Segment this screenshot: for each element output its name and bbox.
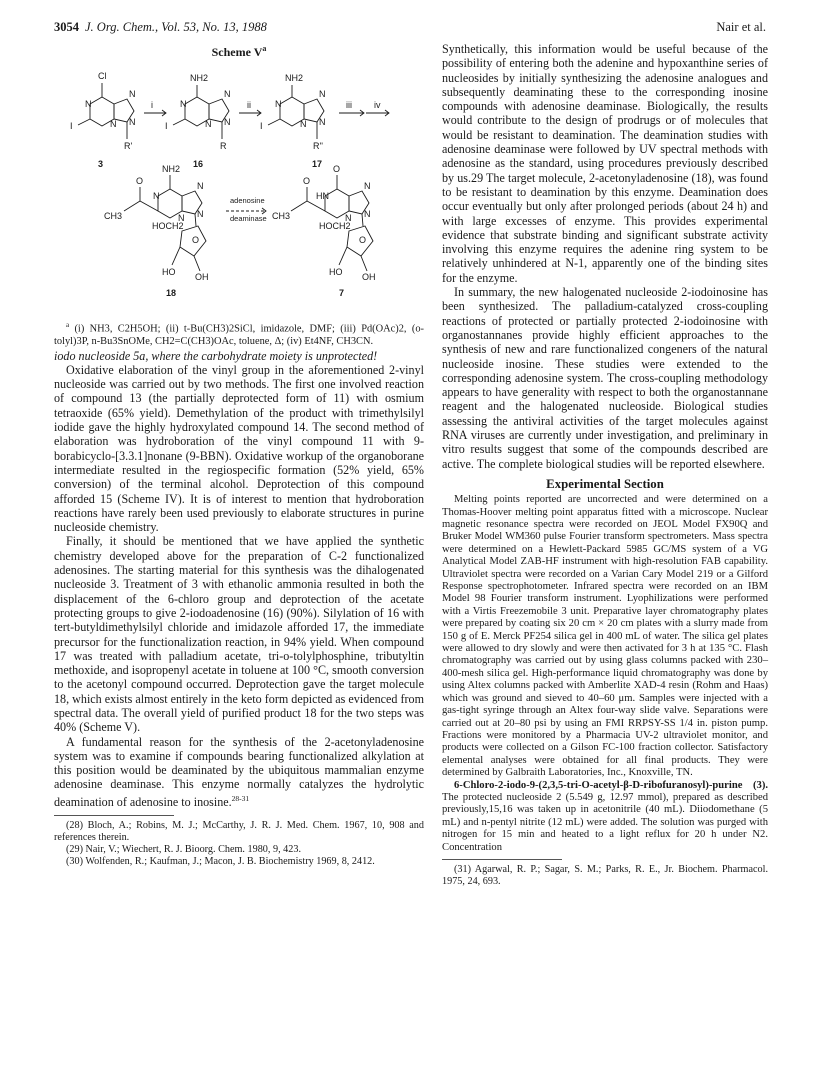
svg-text:N: N [129,117,136,128]
svg-text:R: R [220,141,227,152]
left-column [54,42,424,868]
svg-text:I: I [70,121,73,132]
svg-text:N: N [275,99,282,110]
compound-3-procedure: 6-Chloro-2-iodo-9-(2,3,5-tri-O-acetyl-β-D-ribofuranosyl)-purine (3). The protected nucleoside 2 (5.549 g, 12.97 mmol), prepared as described previously,15,16 was taken up in acetonitrile (40 mL). Diiodomethane (5 mL) and n-pentyl nitrite (12 mL) were added. The solution was purged with nitrogen for 15 min and heated to a light reflux for 20 h under N2. Concentration [442,779,768,853]
svg-text:N: N [205,119,212,130]
footnote-29: (29) Nair, V.; Wiechert, R. J. Bioorg. Chem. 1980, 9, 423. [66,844,301,856]
scheme-caption: $^a$ (i) NH3, C2H5OH; (ii) t-Bu(CH3)2SiCl, imidazole, DMF; (iii) Pd(OAc)2, (o-tolyl)3P, n-Bu3SnOMe, CH2=C(CH3)OAc, toluene, Δ; (iv) Et4NF, CH3CN. [54,321,424,348]
left-paragraph-1: Oxidative elaboration of the vinyl group in the aforementioned 2-vinyl nucleoside was carried out by two methods. The first one involved reaction of compound 13 (the partially deprotected form of 11) with osmium tetraoxide (65% yield). Demethylation of the product with trimethylsilyl iodide gave the highly hydroxylated compound 14. The second method of elaboration was hydroboration of the vinyl compound 11 with 9-borabicyclo-[3.3.1]nonane (9-BBN). Oxidative workup of the organoborane intermediate resulted in the regiospecific formation (52% yield, 65% conversion) of the terminal alcohol. Deprotection of this compound afforded 15 (Scheme IV). It is of interest to mention that hydroboration reactions have rarely been used previously to elaborate structures in purine nucleoside chemistry. [54,362,424,535]
svg-text:N: N [300,119,307,130]
svg-text:N: N [364,181,371,192]
compound-7-label: 7 [339,288,345,299]
svg-text:N: N [319,117,326,128]
svg-text:N: N [197,181,204,192]
svg-text:CH3: CH3 [272,211,291,222]
experimental-heading: Experimental Section [546,476,664,491]
svg-text:N: N [85,99,92,110]
right-paragraph-0: Synthetically, this information would be useful because of the possibility of entering both the adenine and hypoxanthine series of nucleosides by initially synthesizing the adenosine analogues and subsequently deaminating these to the corresponding inosine compounds with adenosine deaminase. Biologically, the results would contribute to the design of prodrugs or of molecules that would be resistant to deamination. The deamination studies with adenosine deaminase were followed by UV spectral methods with adenosine as the standard, using procedures previously described by us.29 The target molecule, 2-acetonyladenosine (18), was found to be resistant to deamination by this enzyme. Deamination does occur eventually but only after prolonged periods (about 24 h) and with large excesses of enzyme. This provides experimental evidence that substrate binding and significant substrate activity involving this enzyme requires the adenine ring system to be relatively unhindered at N-1, apparently one of the binding sites for the enzyme. [442,42,768,285]
experimental-general: Melting points reported are uncorrected and were determined on a Thomas-Hoover melting point apparatus fitted with a microscope. Nuclear magnetic resonance spectra were recorded on JEOL Model FX90Q and Bruker Model WM360 pulse Fourier transform spectrometers. Mass spectra were determined on a Hewlett-Packard 5985 GC/MS system of a VG Analytical Model ZAB-HF instrument with high-resolution FAB capability. Ultraviolet spectra were recorded on a Varian Cary Model 219 or a Gilford Response spectrophotometer. Infrared spectra were recorded on an IBM Model 98 Fourier transform instrument. Lyophilizations were performed with a Virtis Freezemobile 3 unit. Preparative layer chromatography plates were prepared by coating six 20 cm × 20 cm plates with a slurry made from 150 g of E. Merck PF254 silica gel in 400 mL of water. The silica gel plates were allowed to dry slowly and were then activated for 3 h at 135 °C. Flash chromatography was carried out by using glass columns packed with 230–400-mesh silica gel. High-performance liquid chromatography was done by using Altex columns packed with Amberlite XAD-4 resin (Rohm and Haas) which was ground and sieved to 40–60 μm. Samples were injected with a gas-tight syringe through an Altex four-way slide valve. Separations were carried out at 20–80 psi by using an FMI RRPSY-SS 1/4 in. piston pump. Fractions were monitored by a Pharmacia UV-2 ultraviolet monitor, and products were collected on a Gilson FC-100 fraction collector. Satisfactory elemental analyses were obtained for all final products. They were determined by Galbraith Laboratories, Inc., Knoxville, TN. [442,494,768,779]
svg-text:HO: HO [329,267,343,278]
step-iv: iv [374,100,381,111]
compound-16-label: 16 [193,159,204,170]
left-paragraph-2: Finally, it should be mentioned that we have applied the synthetic chemistry developed above for the preparation of C-2 functionalized adenosines. The starting material for this synthesis was the dihalogenated nucleoside 3. Treatment of 3 with ethanolic ammonia resulted in both the displacement of the 6-chloro group and deprotection of the acetate protecting groups to give 2-iodoadenosine (16) (90%). Silylation of 16 with tert-butyldimethylsilyl chloride and imidazole afforded 17, the immediate precursor for the functionalization reaction, in 94% yield. When compound 17 was treated with palladium acetate, tri-o-tolylphosphine, tributyltin methoxide, and isopropenyl acetate in toluene at 100 °C, smooth conversion to the acetonyl compound occurred. Deprotection gave the target molecule 18, which exists almost entirely in the keto form depicted as evidenced from spectral data. The overall yield of purified product 18 for the two steps was 40% (Scheme V). [54,534,424,735]
footnote-rule-right [442,859,562,860]
left-paragraph-3: A fundamental reason for the synthesis of the 2-acetonyladenosine system was to examine if compounds bearing functionalized alkylation at this position would be deaminated by the ubiquitous mammalian enzyme adenosine deaminase. This enzyme normally catalyzes the hydrolytic deamination of adenosine to inosine.$^{28-31}$ [54,734,424,809]
svg-text:NH2: NH2 [162,164,181,175]
svg-text:N: N [178,213,185,224]
svg-text:NH2: NH2 [285,73,304,84]
journal-citation: J. Org. Chem., Vol. 53, No. 13, 1988 [85,20,267,34]
compound-3-title: 6-Chloro-2-iodo-9-(2,3,5-tri-O-acetyl-β-D-ribofuranosyl)-purine (3). [454,779,768,791]
left-paragraph-0: iodo nucleoside 5a, where the carbohydrate moiety is unprotected! [54,348,378,363]
svg-text:N: N [110,119,117,130]
svg-text:HN: HN [316,191,329,202]
svg-text:HOCH2: HOCH2 [319,221,351,232]
svg-text:N: N [180,99,187,110]
step-iii: iii [346,100,352,111]
footnote-rule [54,815,174,816]
running-authors: Nair et al. [716,20,766,34]
svg-text:O: O [333,164,341,175]
svg-text:N: N [364,209,371,220]
footnote-28: (28) Bloch, A.; Robins, M. J.; McCarthy, J. R. J. Med. Chem. 1967, 10, 908 and references therein. [54,820,424,844]
reaction-scheme-drawing [54,61,424,319]
svg-text:R'': R'' [313,141,323,152]
svg-text:O: O [192,235,200,246]
enzyme-label-deaminase: deaminase [230,214,267,224]
scheme-title: Scheme $V^a$ [211,44,267,59]
svg-text:HOCH2: HOCH2 [152,221,184,232]
svg-text:HO: HO [162,267,176,278]
label-cl: Cl [98,71,107,82]
svg-text:I: I [165,121,168,132]
compound-3-label: 3 [98,159,104,170]
svg-text:OH: OH [195,272,209,283]
svg-text:O: O [303,176,311,187]
page-number: 3054 [54,20,79,34]
svg-text:OH: OH [362,272,376,283]
svg-text:N: N [224,117,231,128]
step-i: i [151,100,153,111]
svg-text:O: O [359,235,367,246]
scheme-v-figure [54,61,424,319]
svg-text:CH3: CH3 [104,211,123,222]
enzyme-label-adenosine: adenosine [230,196,265,206]
svg-text:N: N [345,213,352,224]
right-paragraph-1: In summary, the new halogenated nucleoside 2-iodoinosine has been synthesized. The palladium-catalyzed cross-coupling reactions of protected or partially protected 2-iodoinosine with organostannanes provide highly efficient approaches to the synthesis of new and rare functionalized congeners of the natural nucleoside inosine. These studies were extended to the corresponding adenosine system. The cross-coupling methodology appears to have generality with respect to both the organostannane reagent and the halogenated nucleoside. Biological studies assessing the antiviral activities of the target molecules against RNA viruses are currently under investigation, and preliminary in vitro results suggest that some of the compounds described are active. The complete biological studies will be reported elsewhere. [442,285,768,471]
running-header [54,20,766,36]
svg-text:N: N [224,89,231,100]
compound-18-label: 18 [166,288,177,299]
svg-text:R': R' [124,141,133,152]
svg-text:O: O [136,176,144,187]
compound-17-label: 17 [312,159,323,170]
svg-text:NH2: NH2 [190,73,209,84]
svg-text:I: I [260,121,263,132]
svg-text:N: N [197,209,204,220]
footnote-31: (31) Agarwal, R. P.; Sagar, S. M.; Parks, R. E., Jr. Biochem. Pharmacol. 1975, 24, 693. [442,863,768,887]
right-column [442,42,768,888]
footnote-30: (30) Wolfenden, R.; Kaufman, J.; Macon, J. B. Biochemistry 1969, 8, 2412. [66,856,375,868]
svg-text:N: N [319,89,326,100]
step-ii: ii [247,100,251,111]
svg-text:N: N [153,191,160,202]
svg-text:N: N [129,89,136,100]
